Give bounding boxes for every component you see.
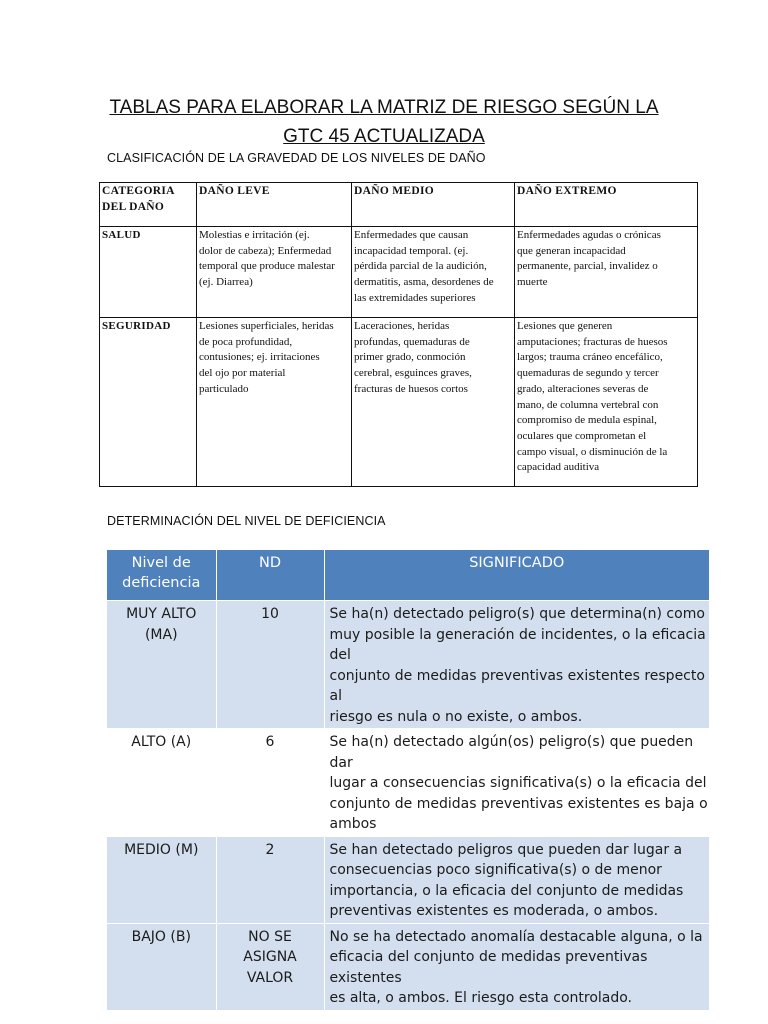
row-category: SALUD [100,227,197,318]
header-label: ND [258,555,281,571]
table-header-row [100,183,698,227]
row-category: SEGURIDAD [100,318,197,487]
column-header [107,550,216,601]
significado-cell: Se han detectado peligros que pueden dar lugar a consecuencias poco significativa(s) o de menor importancia, o la eficacia del conjunto de medidas preventivas existentes es moderada, o ambos. [324,836,709,923]
table-header-row [107,550,709,601]
nivel-cell: ALTO (A) [107,729,216,837]
table-cell: Enfermedades agudas o crónicas que generan incapacidad permanente, parcial, invalidez o muerte [515,227,698,318]
table-row [107,729,709,837]
table-row [107,836,709,923]
header-label: SIGNIFICADO [469,555,565,571]
significado-cell: Se ha(n) detectado algún(os) peligro(s) que pueden dar lugar a consecuencias significativa(s) o la eficacia del conjunto de medidas preventivas existentes es baja o ambos [324,729,709,837]
column-header [324,550,709,601]
table-cell: Laceraciones, heridas profundas, quemaduras de primer grado, conmoción cerebral, esguinces graves, fracturas de huesos cortos [352,318,515,487]
column-header: DAÑO LEVE [197,183,352,227]
nivel-cell: BAJO (B) [107,923,216,1010]
header-label: Nivel de deficiencia [122,555,201,591]
table-row [107,601,709,729]
table-cell: Enfermedades que causan incapacidad temporal. (ej. pérdida parcial de la audición, dermatitis, asma, desordenes de las extremidades superiores [352,227,515,318]
nivel-cell: MEDIO (M) [107,836,216,923]
nivel-cell: MUY ALTO (MA) [107,601,216,729]
table-cell: Lesiones que generen amputaciones; fracturas de huesos largos; trauma cráneo encefálico, quemaduras de segundo y tercer grado, alteraciones severas de mano, de columna vertebral con compromiso de medula espinal, oculares que comprometan el campo visual, o disminución de la capacidad auditiva [515,318,698,487]
table-row [100,318,698,487]
page-title: TABLAS PARA ELABORAR LA MATRIZ DE RIESGO SEGÚN LA GTC 45 ACTUALIZADA [109,97,659,147]
table-row [107,923,709,1010]
nd-cell: 6 [216,729,324,837]
nd-cell: 10 [216,601,324,729]
column-header [216,550,324,601]
significado-cell: No se ha detectado anomalía destacable alguna, o la eficacia del conjunto de medidas preventivas existentes es alta, o ambos. El riesgo esta controlado. [324,923,709,1010]
column-header: CATEGORIA DEL DAÑO [100,183,197,227]
significado-cell: Se ha(n) detectado peligro(s) que determina(n) como muy posible la generación de incidentes, o la eficacia del conjunto de medidas preventivas existentes respecto al riesgo es nula o no existe, o ambos. [324,601,709,729]
gravedad-table [99,182,698,487]
column-header: DAÑO MEDIO [352,183,515,227]
nd-cell: NO SE ASIGNA VALOR [216,923,324,1010]
column-header: DAÑO EXTREMO [515,183,698,227]
deficiencia-table [107,550,709,1010]
section-heading-gravedad: CLASIFICACIÓN DE LA GRAVEDAD DE LOS NIVELES DE DAÑO [107,151,486,165]
table-row [100,227,698,318]
table-cell: Lesiones superficiales, heridas de poca profundidad, contusiones; ej. irritaciones del ojo por material particulado [197,318,352,487]
section-heading-deficiencia: DETERMINACIÓN DEL NIVEL DE DEFICIENCIA [107,514,386,528]
table-cell: Molestias e irritación (ej. dolor de cabeza); Enfermedad temporal que produce malestar (ej. Diarrea) [197,227,352,318]
nd-cell: 2 [216,836,324,923]
